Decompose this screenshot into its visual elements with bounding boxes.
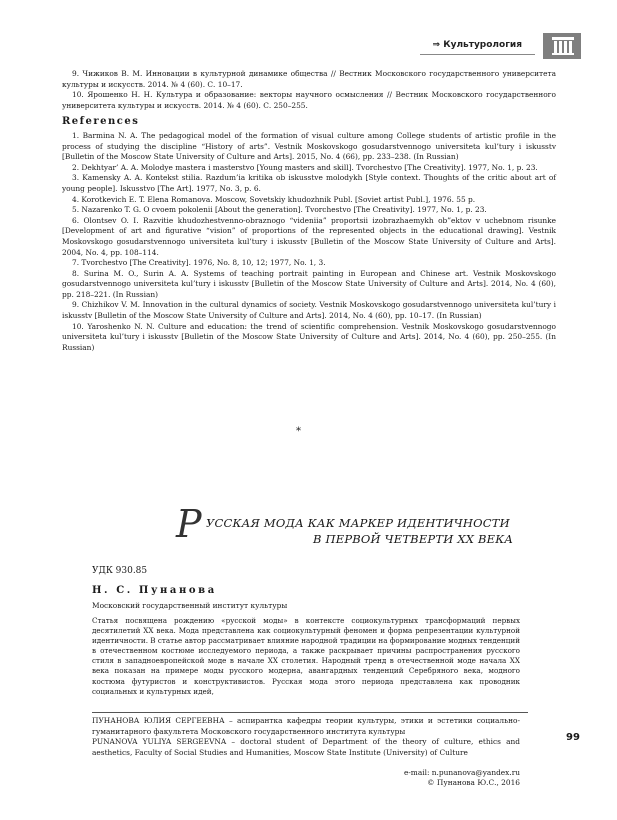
reference-item: 7. Tvorchestvo [The Creativity]. 1976, No. 8, 10, 12; 1977, No. 1, 3. (72, 258, 326, 268)
author-name: Н. С. Пунанова (92, 585, 217, 596)
udk-code: УДК 930.85 (92, 566, 148, 576)
copyright: © Пунанова Ю.С., 2016 (427, 778, 520, 787)
russian-references (62, 69, 556, 353)
reference-item: 4. Korotkevich E. T. Elena Romanova. Moscow, Sovetskiy khudozhnik Publ. [Soviet artist Publ.], 1976. 55 p. (72, 194, 476, 204)
footnote-separator (92, 712, 528, 713)
reference-item: 5. Nazarenko T. G. O cvoem pokolenii [About the generation]. Tvorchestvo [The Creativity]. 1977, No. 1, p. 23. (72, 205, 487, 215)
header-rule (420, 54, 535, 55)
author-email: e-mail: n.punanova@yandex.ru (403, 768, 520, 777)
reference-item: 9. Чижиков В. М. Инновации в культурной динамике общества // Вестник Московского государственного университета культуры и искусств. 2014. № 4 (60). С. 10–17. (62, 69, 556, 89)
title-line-2: В ПЕРВОЙ ЧЕТВЕРТИ XX ВЕКА (313, 532, 514, 546)
running-header (0, 38, 617, 58)
reference-item: 10. Yaroshenko N. N. Culture and education: the trend of scientific comprehension. Vestnik Moskovskogo gosudarstvennogo universiteta kul’tury i iskusstv [Bulletin of the Moscow State University of Culture and Arts]. 2014, No. 4 (60), pp. 250–255. (In Russian) (62, 321, 556, 352)
section-title: ⇒ Культурология (432, 40, 522, 50)
author-institution: Московский государственный институт культуры (92, 601, 288, 610)
columns-logo-icon (543, 33, 581, 59)
author-bio-russian: ПУНАНОВА ЮЛИЯ СЕРГЕЕВНА – аспирантка кафедры теории культуры, этики и эстетики социально-гуманитарного факультета Московского государственного института культуры (92, 716, 520, 736)
title-initial: Р (176, 502, 202, 546)
abstract: Статья посвящена рождению «русской моды» в контексте социокультурных трансформаций первых десятилетий XX века. Мода представлена как социокультурный феномен и форма репрезентации культурной идентичности. В статье автор рассматривает влияние народной традиции на формирование модных тенденций в отечественном костюме исследуемого периода, а также раскрывает причины распространения русского стиля в западноевропейской моде в начале XX столетия. Народный тренд в отечественной моде начала XX века показан на примере моды русского модерна, авангардных тенденций Серебряного века, модного костюма футуристов и конструктивистов. Русская мода этого периода представлена как проводник социальных и культурных идей, (92, 616, 520, 696)
title-line-1: УССКАЯ МОДА КАК МАРКЕР ИДЕНТИЧНОСТИ (206, 516, 510, 530)
author-bio (92, 716, 520, 758)
reference-item: 9. Chizhikov V. M. Innovation in the cultural dynamics of society. Vestnik Moskovskogo gosudarstvennogo universiteta kul’tury i iskusstv [Bulletin of the Moscow State University of Culture and Arts]. 2014, No. 4 (60), pp. 10–17. (In Russian) (62, 300, 556, 321)
reference-item: 10. Ярошенко Н. Н. Культура и образование: векторы научного осмысления // Вестник Московского государственного университета культуры и искусств. 2014. № 4 (60). С. 250–255. (62, 90, 556, 110)
author-bio-english: PUNANOVA YULIYA SERGEEVNA – doctoral student of Department of the theory of culture, ethics and aesthetics, Faculty of Social Studies and Humanities, Moscow State Institute (University) of Culture (92, 737, 520, 757)
reference-item: 8. Surina M. O., Surin A. A. Systems of teaching portrait painting in European and Chinese art. Vestnik Moskovskogo gosudarstvennogo universiteta kul’tury i iskusstv [Bulletin of the Moscow State University of Culture and Arts]. 2014, No. 4 (60), pp. 218–221. (In Russian) (62, 268, 556, 299)
reference-item: 2. Dekhtyar’ A. A. Molodye mastera i masterstvo [Young masters and skill]. Tvorchestvo [The Creativity]. 1977, No. 1, p. 23. (72, 162, 538, 172)
reference-item: 3. Kamensky A. A. Kontekst stilia. Razdum’ia kritika ob iskusstve molodykh [Style context. Thoughts of the critic about art of young people]. Iskusstvo [The Art]. 1977, No. 3, p. 6. (62, 173, 556, 193)
reference-item: 1. Barmina N. A. The pedagogical model of the formation of visual culture among College students of artistic profile in the process of studying the discipline “History of arts”. Vestnik Moskovskogo gosudarstvennogo universiteta kul’tury i iskusstv [Bulletin of the Moscow State University of Culture and Arts]. 2015, No. 4 (66), pp. 233–238. (In Russian) (62, 130, 556, 162)
references-heading: References (62, 116, 140, 128)
reference-item: 6. Olontsev O. I. Razvitie khudozhestvenno-obraznogo “videniia” proportsii izobrazhaemykh ob”ektov v uchebnom risunke [Development of art and figurative “vision” of proportions of the represented objects in the educational drawing]. Vestnik Moskovskogo gosudarstvennogo universiteta kul’tury i iskusstv [Bulletin of the Moscow State University of Culture and Arts]. 2004, No. 4, pp. 108–114. (62, 215, 556, 257)
section-divider-asterisk: * (296, 426, 301, 437)
contact-block (404, 768, 520, 788)
page-number: 99 (566, 732, 580, 743)
